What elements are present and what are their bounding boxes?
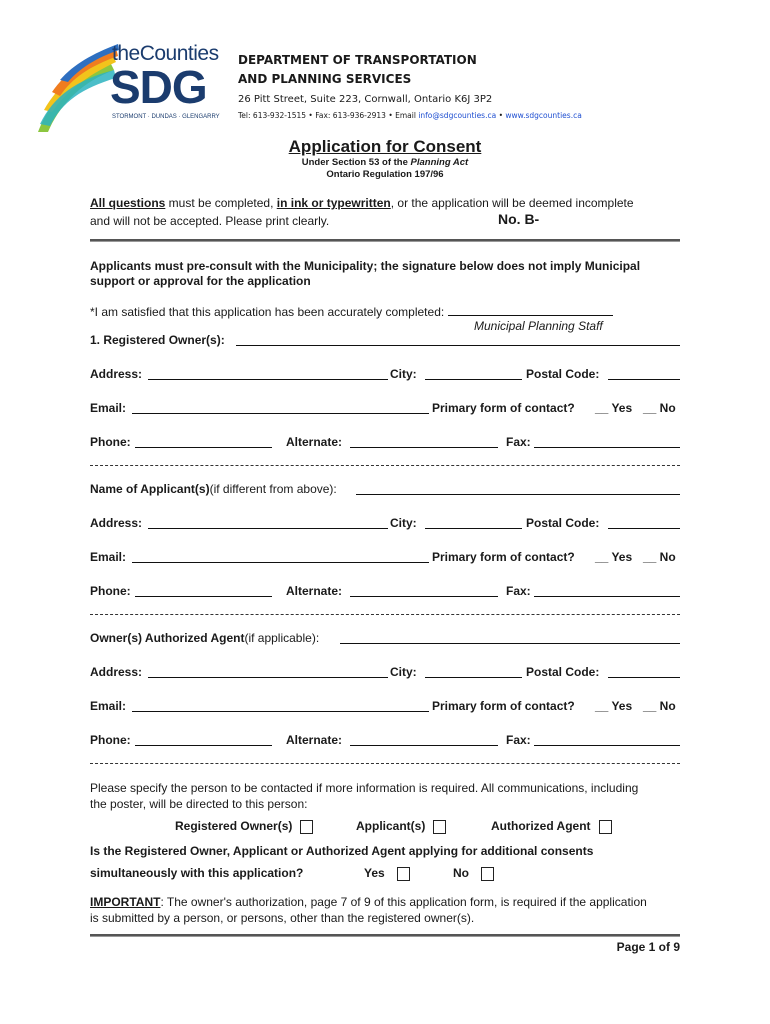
owner-city-field[interactable] [425, 367, 522, 380]
website-link[interactable]: www.sdgcounties.ca [505, 111, 582, 120]
applicant-label-bold: Name of Applicant(s) [90, 482, 210, 496]
applicant-phone-row [90, 584, 680, 600]
city-label: City: [390, 516, 417, 530]
fax-label: Fax: [506, 435, 531, 449]
email-label: Email: [90, 401, 127, 415]
divider-top [90, 239, 680, 242]
divider-bottom [90, 934, 680, 937]
city-label: City: [390, 367, 417, 381]
logo-brand-main: SDG [110, 61, 207, 113]
applicant-name-row [90, 482, 680, 498]
divider-3 [90, 763, 680, 764]
owner-postal-field[interactable] [608, 367, 680, 380]
applicant-email-row [90, 550, 680, 566]
dept-name-line2: AND PLANNING SERVICES [238, 72, 412, 86]
email-label: Email: [90, 699, 127, 713]
subtitle-pre: Under Section 53 of the [301, 157, 411, 168]
important-label: IMPORTANT [90, 895, 161, 909]
additional-yes-label: Yes [364, 866, 385, 880]
additional-no-option [453, 866, 494, 881]
applicant-label-note: (if different from above): [209, 482, 337, 496]
applicant-address-field[interactable] [148, 516, 388, 529]
additional-line-2: simultaneously with this application? [90, 866, 304, 880]
staff-caption: Municipal Planning Staff [474, 319, 603, 333]
page-number: Page 1 of 9 [616, 940, 680, 954]
address-label: Address: [90, 665, 143, 679]
agent-phone-field[interactable] [135, 733, 272, 746]
file-number: No. B- [498, 211, 540, 227]
subtitle-em: Planning Act [410, 157, 469, 168]
agent-alternate-field[interactable] [350, 733, 498, 746]
owner-email-field[interactable] [132, 401, 429, 414]
email-label: Email: [90, 550, 127, 564]
additional-no-label: No [453, 866, 469, 880]
dept-address: 26 Pitt Street, Suite 223, Cornwall, Ontario K6J 3P2 [238, 94, 493, 105]
primary-no[interactable]: __ No [643, 401, 676, 415]
primary-contact-label: Primary form of contact? [432, 550, 575, 564]
agent-label-bold: Owner(s) Authorized Agent [90, 631, 245, 645]
owner-phone-row [90, 435, 680, 451]
title-subtitle-2: Ontario Regulation 197/96 [326, 169, 444, 180]
address-label: Address: [90, 516, 143, 530]
postal-label: Postal Code: [526, 367, 600, 381]
agent-fax-field[interactable] [534, 733, 680, 746]
primary-contact-label: Primary form of contact? [432, 401, 575, 415]
divider-2 [90, 614, 680, 615]
owner-alternate-field[interactable] [350, 435, 498, 448]
alternate-label: Alternate: [286, 435, 343, 449]
option-agent-label: Authorized Agent [491, 819, 591, 833]
city-label: City: [390, 665, 417, 679]
owner-phone-field[interactable] [135, 435, 272, 448]
primary-yes[interactable]: __ Yes [595, 699, 633, 713]
applicant-checkbox[interactable] [433, 820, 446, 834]
applicant-address-row [90, 516, 680, 532]
phone-label: Phone: [90, 584, 131, 598]
applicant-fax-field[interactable] [534, 584, 680, 597]
additional-yes-option [364, 866, 410, 881]
postal-label: Postal Code: [526, 516, 600, 530]
fax-label: Fax: [506, 733, 531, 747]
preconsult-line-1: Applicants must pre-consult with the Municipality; the signature below does not imply Municipal [90, 259, 641, 273]
satisfied-statement [90, 303, 613, 319]
postal-label: Postal Code: [526, 665, 600, 679]
contact-option-owner [175, 819, 313, 834]
agent-label [90, 631, 320, 645]
important-text-1: : The owner's authorization, page 7 of 9 of this application form, is required if the application [160, 895, 647, 909]
agent-postal-field[interactable] [608, 665, 680, 678]
owner-label: 1. Registered Owner(s): [90, 333, 225, 347]
agent-phone-row [90, 733, 680, 749]
logo-swoosh-icon [30, 40, 120, 135]
intro-line-2: and will not be accepted. Please print clearly. [90, 214, 330, 228]
agent-email-row [90, 699, 680, 715]
owner-name-row [90, 333, 680, 349]
alternate-label: Alternate: [286, 733, 343, 747]
primary-no[interactable]: __ No [643, 550, 676, 564]
agent-checkbox[interactable] [599, 820, 612, 834]
additional-line-1: Is the Registered Owner, Applicant or Authorized Agent applying for additional consents [90, 844, 594, 858]
address-label: Address: [90, 367, 143, 381]
title-subtitle-1 [0, 157, 770, 168]
owner-name-field[interactable] [236, 333, 680, 346]
contact-option-applicant [356, 819, 446, 834]
owner-address-row [90, 367, 680, 383]
contact-option-agent [491, 819, 612, 834]
agent-address-row [90, 665, 680, 681]
agent-email-field[interactable] [132, 699, 429, 712]
divider-1 [90, 465, 680, 466]
fax-label: Fax: [506, 584, 531, 598]
dept-contact [238, 111, 582, 120]
sdg-logo [30, 40, 230, 135]
intro-p2: must be completed, [165, 196, 277, 210]
agent-name-field[interactable] [340, 631, 680, 644]
applicant-city-field[interactable] [425, 516, 522, 529]
agent-address-field[interactable] [148, 665, 388, 678]
option-owner-label: Registered Owner(s) [175, 819, 293, 833]
dept-name-line1: DEPARTMENT OF TRANSPORTATION [238, 53, 477, 67]
contact-sep: • [496, 111, 506, 120]
applicant-alternate-field[interactable] [350, 584, 498, 597]
phone-label: Phone: [90, 733, 131, 747]
important-line-2: is submitted by a person, or persons, other than the registered owner(s). [90, 911, 475, 925]
owner-email-row [90, 401, 680, 417]
intro-p4: , or the application will be deemed incomplete [390, 196, 634, 210]
owner-address-field[interactable] [148, 367, 388, 380]
intro-ink: in ink or typewritten [276, 196, 391, 210]
option-applicant-label: Applicant(s) [356, 819, 426, 833]
contact-person-line-2: the poster, will be directed to this person: [90, 797, 308, 811]
applicant-postal-field[interactable] [608, 516, 680, 529]
primary-no[interactable]: __ No [643, 699, 676, 713]
additional-yes-checkbox[interactable] [397, 867, 410, 881]
intro-all-questions: All questions [90, 196, 166, 210]
primary-contact-label: Primary form of contact? [432, 699, 575, 713]
phone-label: Phone: [90, 435, 131, 449]
applicant-phone-field[interactable] [135, 584, 272, 597]
agent-name-row [90, 631, 680, 647]
preconsult-line-2: support or approval for the application [90, 274, 311, 288]
agent-city-field[interactable] [425, 665, 522, 678]
email-link[interactable]: info@sdgcounties.ca [418, 111, 497, 120]
contact-person-line-1: Please specify the person to be contacted if more information is required. All communications, including [90, 781, 639, 795]
staff-signature-field[interactable] [448, 303, 613, 316]
page-title: Application for Consent [288, 137, 482, 156]
agent-label-note: (if applicable): [244, 631, 320, 645]
primary-yes[interactable]: __ Yes [595, 401, 633, 415]
logo-brand-sub: STORMONT · DUNDAS · GLENGARRY [112, 114, 220, 120]
applicant-label [90, 482, 337, 496]
applicant-email-field[interactable] [132, 550, 429, 563]
alternate-label: Alternate: [286, 584, 343, 598]
primary-yes[interactable]: __ Yes [595, 550, 633, 564]
satisfied-text: *I am satisfied that this application has been accurately completed: [90, 305, 448, 319]
additional-no-checkbox[interactable] [481, 867, 494, 881]
logo-brand-top: theCounties [112, 42, 219, 65]
intro-line-1 [90, 196, 634, 210]
contact-prefix: Tel: 613-932-1515 • Fax: 613-936-2913 • Email [238, 111, 419, 120]
owner-checkbox[interactable] [300, 820, 313, 834]
applicant-name-field[interactable] [356, 482, 680, 495]
important-line-1 [90, 895, 647, 909]
owner-fax-field[interactable] [534, 435, 680, 448]
